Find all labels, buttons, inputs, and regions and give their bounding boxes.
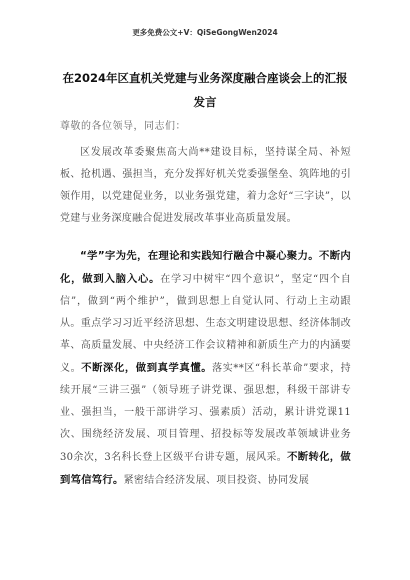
document-title: 在2024年区直机关党建与业务深度融合座谈会上的汇报发言 (62, 71, 348, 109)
subheading-internalize: 不断内化，做到入脑入心。 (60, 250, 351, 285)
subheading-transform: 不断转化，做到笃信笃行。 (60, 451, 351, 486)
paragraph-intro: 区发展改革委聚焦高大尚**建设目标，坚持谋全局、补短板、抢机遇、强担当，充分发挥好机关党委强堡垒、筑阵地的引领作用，以党建促业务，以业务强党建，着力念好“三字诀”，以党建与业务深度融合促进发展改革事业高质量发展。 (60, 147, 351, 224)
subheading-deepen: 不断深化，做到真学真懂。 (81, 362, 213, 374)
body-text: 在学习中树牢“四个意识”，坚定“四个自信”，做到“两个维护”，做到思想上自觉认同、行动上主动跟从。重点学习习近平经济思想、生态文明建设思想、经济体制改革、高质量发展、中央经济工作会议精神和新质生产力的内涵要义。 (60, 274, 351, 374)
body-text: 紧密结合经济发展、项目投资、协同发展 (123, 475, 309, 486)
section-heading: “学”字为先，在理论和实践知行融合中凝心聚力。 (80, 250, 319, 262)
header-watermark: 更多免费公文+V：QiSeGongWen2024 (132, 28, 278, 37)
greeting: 尊敬的各位领导，同志们： (60, 121, 186, 132)
paragraph-study (60, 245, 351, 492)
body-text: 落实**区“科长革命”要求，持续开展“三讲三强”（领导班子讲党课、强思想，科级干部讲专业、强担当，一般干部讲学习、强素质）活动，累计讲党课11次、围绕经济发展、项目管理、招投标等发展改革领域讲业务30余次，3名科长登上区级平台讲专题，展风采。 (60, 363, 351, 463)
